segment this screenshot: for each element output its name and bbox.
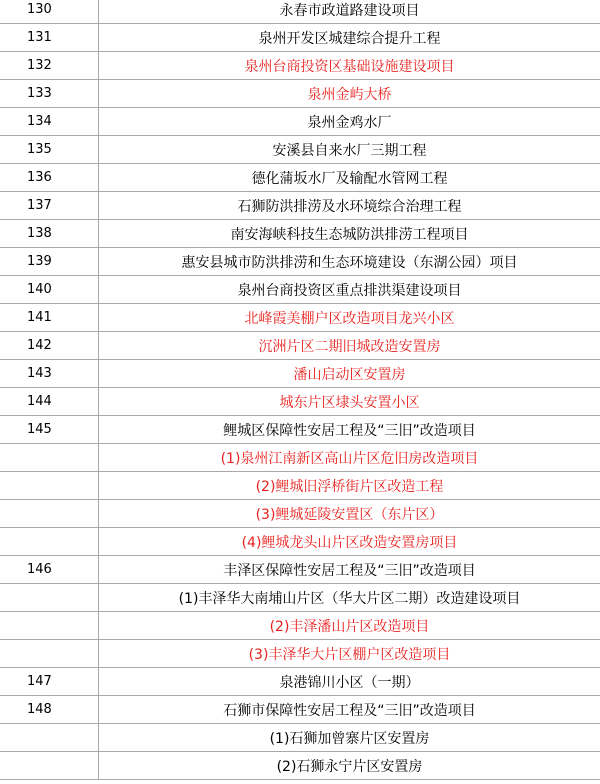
table-row [0, 724, 600, 752]
project-name-cell[interactable]: (2)鲤城旧浮桥街片区改造工程 [99, 472, 600, 500]
project-name-cell[interactable]: (3)丰泽华大片区棚户区改造项目 [99, 640, 600, 668]
table-row [0, 388, 600, 416]
project-name-cell[interactable]: 泉港锦川小区（一期） [99, 668, 600, 696]
project-name-cell[interactable]: 潘山启动区安置房 [99, 360, 600, 388]
table-row [0, 416, 600, 444]
project-name-cell[interactable]: 泉州金屿大桥 [99, 80, 600, 108]
row-number-cell[interactable] [0, 724, 99, 752]
row-number-cell[interactable]: 135 [0, 136, 99, 164]
project-name-cell[interactable]: 永春市政道路建设项目 [99, 0, 600, 24]
table-row [0, 0, 600, 24]
row-number-cell[interactable]: 148 [0, 696, 99, 724]
row-number-cell[interactable] [0, 612, 99, 640]
project-name-cell[interactable]: 鲤城区保障性安居工程及“三旧”改造项目 [99, 416, 600, 444]
row-number-cell[interactable] [0, 500, 99, 528]
project-name-cell[interactable]: 沉洲片区二期旧城改造安置房 [99, 332, 600, 360]
project-name-cell[interactable]: (2)石狮永宁片区安置房 [99, 752, 600, 780]
project-name-cell[interactable]: 石狮市保障性安居工程及“三旧”改造项目 [99, 696, 600, 724]
table-row [0, 136, 600, 164]
project-name-cell[interactable]: (4)鲤城龙头山片区改造安置房项目 [99, 528, 600, 556]
project-name-cell[interactable]: (3)鲤城延陵安置区（东片区） [99, 500, 600, 528]
table-row [0, 164, 600, 192]
table-row [0, 612, 600, 640]
project-name-cell[interactable]: 泉州金鸡水厂 [99, 108, 600, 136]
row-number-cell[interactable] [0, 584, 99, 612]
table-row [0, 220, 600, 248]
row-number-cell[interactable]: 134 [0, 108, 99, 136]
table-row [0, 24, 600, 52]
table-row [0, 444, 600, 472]
project-name-cell[interactable]: (1)石狮加曾寨片区安置房 [99, 724, 600, 752]
project-name-cell[interactable]: 北峰霞美棚户区改造项目龙兴小区 [99, 304, 600, 332]
row-number-cell[interactable] [0, 640, 99, 668]
table-row [0, 500, 600, 528]
table-row [0, 80, 600, 108]
row-number-cell[interactable] [0, 444, 99, 472]
table-row [0, 584, 600, 612]
project-name-cell[interactable]: 丰泽区保障性安居工程及“三旧”改造项目 [99, 556, 600, 584]
project-name-cell[interactable]: (2)丰泽潘山片区改造项目 [99, 612, 600, 640]
row-number-cell[interactable]: 132 [0, 52, 99, 80]
row-number-cell[interactable]: 137 [0, 192, 99, 220]
project-name-cell[interactable]: 南安海峡科技生态城防洪排涝工程项目 [99, 220, 600, 248]
table-row [0, 332, 600, 360]
table-row [0, 752, 600, 780]
project-name-cell[interactable]: 惠安县城市防洪排涝和生态环境建设（东湖公园）项目 [99, 248, 600, 276]
table-row [0, 556, 600, 584]
row-number-cell[interactable]: 133 [0, 80, 99, 108]
table-row [0, 640, 600, 668]
table-row [0, 108, 600, 136]
project-name-cell[interactable]: 泉州开发区城建综合提升工程 [99, 24, 600, 52]
project-name-cell[interactable]: 城东片区埭头安置小区 [99, 388, 600, 416]
project-name-cell[interactable]: (1)丰泽华大南埔山片区（华大片区二期）改造建设项目 [99, 584, 600, 612]
row-number-cell[interactable]: 130 [0, 0, 99, 24]
row-number-cell[interactable]: 141 [0, 304, 99, 332]
row-number-cell[interactable]: 147 [0, 668, 99, 696]
project-name-cell[interactable]: 德化蒲坂水厂及输配水管网工程 [99, 164, 600, 192]
table-row [0, 472, 600, 500]
row-number-cell[interactable] [0, 752, 99, 780]
table-row [0, 192, 600, 220]
row-number-cell[interactable]: 145 [0, 416, 99, 444]
project-name-cell[interactable]: 石狮防洪排涝及水环境综合治理工程 [99, 192, 600, 220]
table-row [0, 696, 600, 724]
row-number-cell[interactable]: 144 [0, 388, 99, 416]
table-row [0, 528, 600, 556]
project-name-cell[interactable]: (1)泉州江南新区高山片区危旧房改造项目 [99, 444, 600, 472]
table-row [0, 668, 600, 696]
row-number-cell[interactable]: 136 [0, 164, 99, 192]
table-row [0, 304, 600, 332]
row-number-cell[interactable] [0, 528, 99, 556]
row-number-cell[interactable]: 138 [0, 220, 99, 248]
row-number-cell[interactable]: 139 [0, 248, 99, 276]
project-name-cell[interactable]: 安溪县自来水厂三期工程 [99, 136, 600, 164]
table-row [0, 360, 600, 388]
table-row [0, 276, 600, 304]
row-number-cell[interactable]: 146 [0, 556, 99, 584]
row-number-cell[interactable] [0, 472, 99, 500]
project-name-cell[interactable]: 泉州台商投资区基础设施建设项目 [99, 52, 600, 80]
row-number-cell[interactable]: 131 [0, 24, 99, 52]
row-number-cell[interactable]: 142 [0, 332, 99, 360]
table-row [0, 52, 600, 80]
project-name-cell[interactable]: 泉州台商投资区重点排洪渠建设项目 [99, 276, 600, 304]
row-number-cell[interactable]: 143 [0, 360, 99, 388]
table-row [0, 248, 600, 276]
row-number-cell[interactable]: 140 [0, 276, 99, 304]
